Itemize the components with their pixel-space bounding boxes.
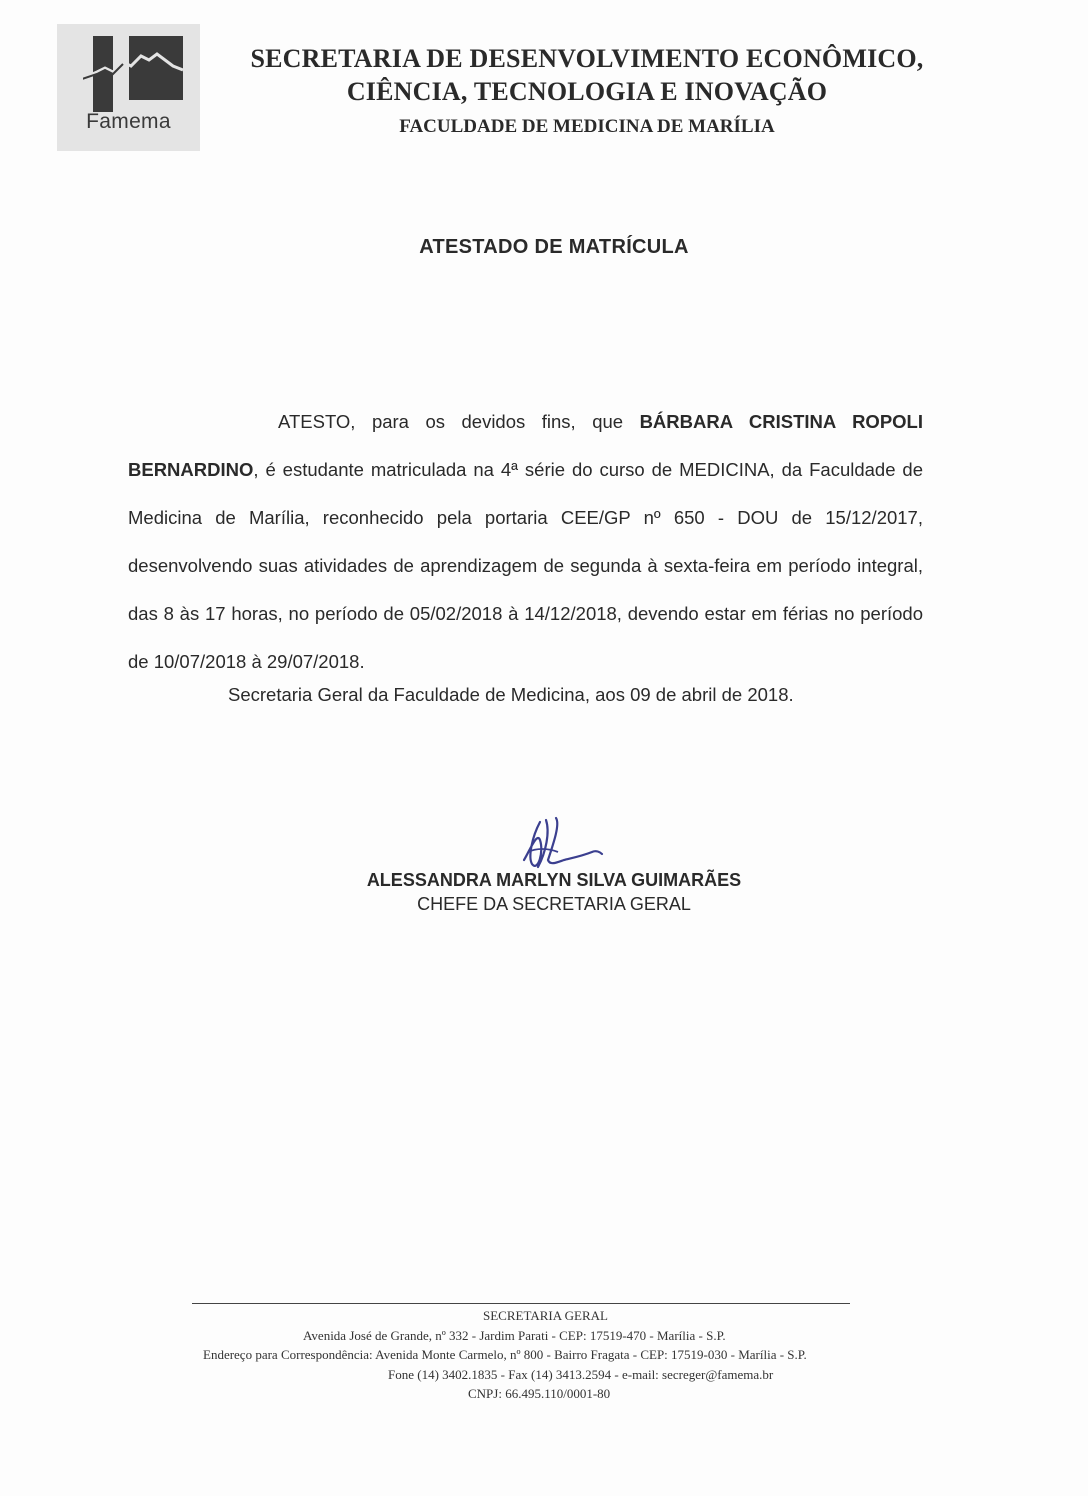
signer-name: ALESSANDRA MARLYN SILVA GUIMARÃES xyxy=(366,870,742,890)
famema-logo xyxy=(57,24,200,151)
body-main: , é estudante matriculada na 4ª série do curso de MEDICINA, da Faculdade de Medicina de Marília, reconhecido pela portaria CEE/GP nº 650 - DOU de 15/12/2017, desenvolvendo suas atividades de aprendizagem de segunda à sexta-feira em período integral, das 8 às 17 horas, no período de 05/02/2018 à 14/12/2018, devendo estar em férias no período de 10/07/2018 à 29/07/2018. xyxy=(128,459,923,672)
header-title xyxy=(230,42,944,108)
famema-logo-icon xyxy=(83,32,183,116)
header-title-line1: SECRETARIA DE DESENVOLVIMENTO ECONÔMICO, xyxy=(250,44,924,73)
footer-mailing-address: Endereço para Correspondência: Avenida Monte Carmelo, nº 800 - Bairro Fragata - CEP: 17519-030 - Marília - S.P. xyxy=(203,1347,807,1362)
header-title-line2: CIÊNCIA, TECNOLOGIA E INOVAÇÃO xyxy=(346,77,828,106)
document-title: ATESTADO DE MATRÍCULA xyxy=(419,236,689,258)
footer-address: Avenida José de Grande, nº 332 - Jardim Parati - CEP: 17519-470 - Marília - S.P. xyxy=(303,1327,726,1343)
body-intro: ATESTO, para os devidos fins, que xyxy=(278,411,640,432)
footer-divider xyxy=(192,1303,850,1304)
footer-contact: Fone (14) 3402.1835 - Fax (14) 3413.2594 - e-mail: secreger@famema.br xyxy=(388,1366,774,1382)
student-name: BÁRBARA CRISTINA ROPOLI BERNARDINO xyxy=(128,411,923,480)
footer-department: SECRETARIA GERAL xyxy=(483,1308,608,1323)
header-subtitle: FACULDADE DE MEDICINA DE MARÍLIA xyxy=(399,116,775,137)
footer-cnpj: CNPJ: 66.495.110/0001-80 xyxy=(468,1386,611,1401)
document-body xyxy=(128,398,923,686)
signer-role: CHEFE DA SECRETARIA GERAL xyxy=(417,894,691,914)
closing-line: Secretaria Geral da Faculdade de Medicina, aos 09 de abril de 2018. xyxy=(228,684,794,705)
logo-text: Famema xyxy=(86,110,171,133)
footer xyxy=(140,1306,960,1404)
